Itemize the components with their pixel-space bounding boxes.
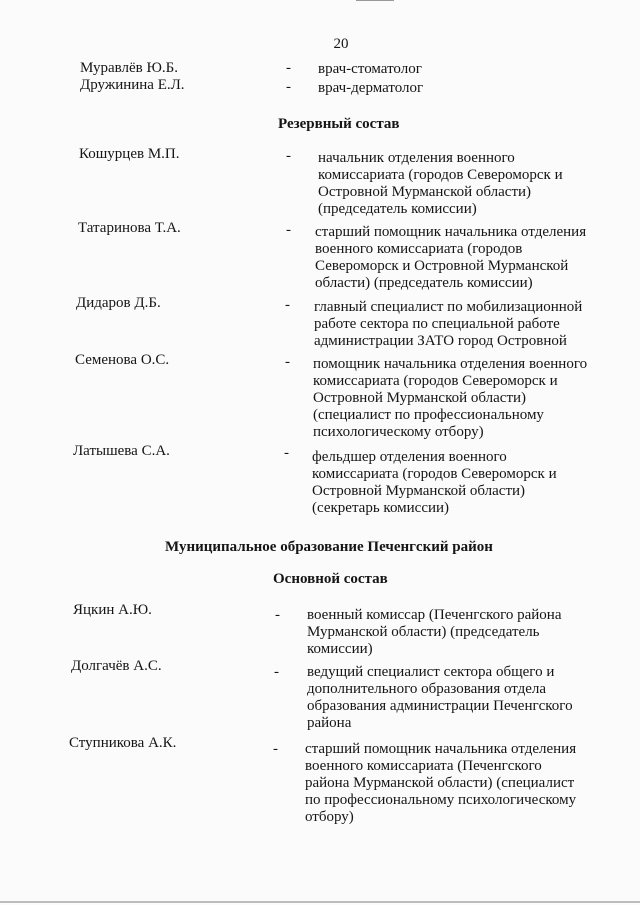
role-line: военного комиссариата (Печенгского: [305, 758, 542, 774]
member-role: [313, 356, 587, 441]
member-role: [312, 449, 557, 517]
member-name: Муравлёв Ю.Б.: [80, 60, 179, 76]
role-line: психологическому отбору): [313, 424, 484, 440]
member-role: [315, 224, 586, 292]
member-role: [307, 607, 561, 658]
role-line: области) (председатель комиссии): [315, 275, 533, 291]
role-line: старший помощник начальника отделения: [315, 224, 587, 240]
separator-dash: -: [275, 607, 280, 623]
separator-dash: -: [285, 354, 290, 370]
role-line: военный комиссар (Печенгского района: [307, 607, 562, 623]
role-line: комиссариата (городов Североморск и: [318, 167, 563, 183]
role-line: Островной Мурманской области): [312, 483, 526, 499]
separator-dash: -: [286, 222, 291, 238]
role-line: начальник отделения военного: [318, 150, 515, 166]
role-line: фельдшер отделения военного: [312, 449, 507, 465]
role-line: работе сектора по специальной работе: [314, 316, 560, 332]
member-role: [318, 150, 563, 218]
page-bottom-edge: [0, 901, 640, 903]
role-line: района: [307, 715, 352, 731]
member-name: Долгачёв А.С.: [71, 658, 162, 674]
member-name: Дидаров Д.Б.: [76, 295, 161, 311]
role-line: комиссариата (городов Североморск и: [313, 373, 558, 389]
separator-dash: -: [284, 445, 289, 461]
role-line: комиссии): [307, 641, 373, 657]
member-role: [307, 664, 573, 732]
role-line: Мурманской области) (председатель: [307, 624, 540, 640]
member-role: [305, 741, 576, 826]
role-line: (председатель комиссии): [318, 201, 477, 217]
member-name: Яцкин А.Ю.: [73, 602, 152, 618]
role-line: Островной Мурманской области): [313, 390, 527, 406]
separator-dash: -: [285, 297, 290, 313]
role-line: Североморск и Островной Мурманской: [315, 258, 569, 274]
role-line: врач-дерматолог: [318, 80, 424, 96]
separator-dash: -: [274, 664, 279, 680]
role-line: администрации ЗАТО город Островной: [314, 333, 567, 349]
role-line: района Мурманской области) (специалист: [305, 775, 575, 791]
member-name: Латышева С.А.: [73, 443, 170, 459]
member-role: [318, 80, 423, 97]
role-line: помощник начальника отделения военного: [313, 356, 588, 372]
member-name: Татаринова Т.А.: [78, 220, 181, 236]
role-line: дополнительного образования отдела: [307, 681, 547, 697]
role-line: (специалист по профессиональному: [313, 407, 544, 423]
role-line: (секретарь комиссии): [312, 500, 450, 516]
member-role: [318, 61, 422, 78]
member-name: Ступникова А.К.: [69, 735, 177, 751]
role-line: военного комиссариата (городов: [315, 241, 523, 257]
section-heading-main: Основной состав: [273, 571, 388, 587]
page-number: 20: [333, 36, 349, 52]
role-line: Островной Мурманской области): [318, 184, 532, 200]
role-line: отбору): [305, 809, 354, 825]
role-line: старший помощник начальника отделения: [305, 741, 577, 757]
member-role: [314, 299, 582, 350]
role-line: комиссариата (городов Североморск и: [312, 466, 557, 482]
section-heading-reserve: Резервный состав: [278, 116, 400, 132]
separator-dash: -: [286, 79, 291, 95]
member-name: Кошурцев М.П.: [79, 146, 180, 162]
role-line: главный специалист по мобилизационной: [314, 299, 583, 315]
separator-dash: -: [286, 60, 291, 76]
separator-dash: -: [273, 741, 278, 757]
member-name: Семенова О.С.: [75, 352, 170, 368]
role-line: по профессиональному психологическому: [305, 792, 577, 808]
member-name: Дружинина Е.Л.: [80, 77, 185, 93]
scan-mark: [356, 0, 394, 1]
section-heading-municipality: Муниципальное образование Печенгский район: [165, 539, 493, 555]
role-line: ведущий специалист сектора общего и: [307, 664, 555, 680]
role-line: врач-стоматолог: [318, 61, 422, 77]
role-line: образования администрации Печенгского: [307, 698, 573, 714]
separator-dash: -: [286, 148, 291, 164]
